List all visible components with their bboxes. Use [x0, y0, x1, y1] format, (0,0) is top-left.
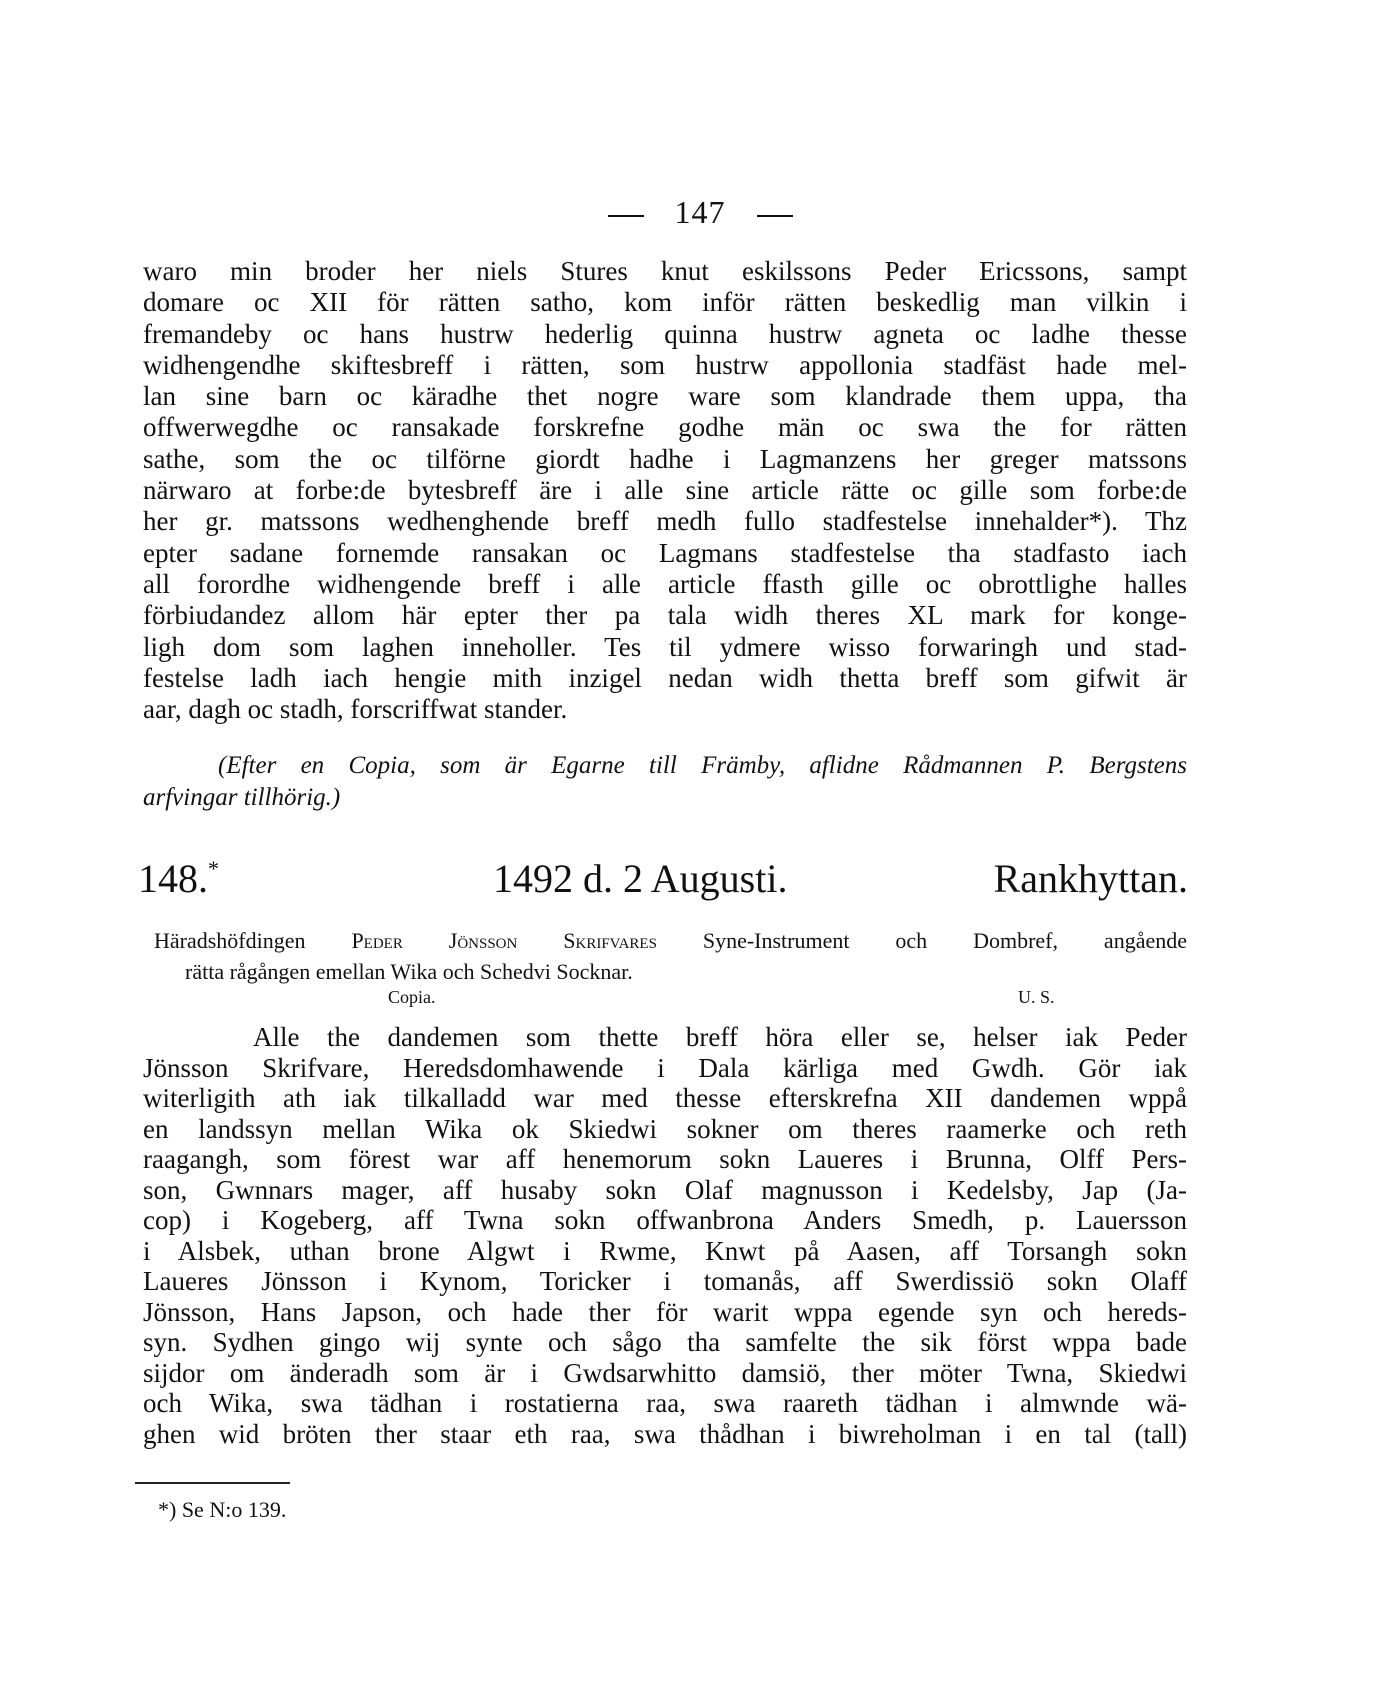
- summary-line: [154, 925, 1187, 956]
- text-line: förbiudandez allom här epter ther pa tala widh theres XL mark for konge-: [143, 600, 1187, 631]
- text-line: epter sadane fornemde ransakan oc Lagmans stadfestelse tha stadfasto iach: [143, 537, 1187, 568]
- us-label: U. S.: [1018, 987, 1055, 1007]
- entry-number: [138, 855, 219, 902]
- text-line: Alle the dandemen som thette breff höra eller se, helser iak Peder: [253, 1022, 1187, 1052]
- copia-row: [388, 987, 1088, 1008]
- text-line: sathe, som the oc tilförne giordt hadhe i Lagmanzens her greger matssons: [143, 443, 1187, 474]
- entry-heading: [138, 855, 1188, 905]
- summary-line: rätta rågången emellan Wika och Schedvi Socknar.: [185, 959, 633, 984]
- source-note-line: (Efter en Copia, som är Egarne till Främby, aflidne Rådmannen P. Bergstens: [218, 752, 1187, 779]
- header-dash-right: [757, 215, 793, 217]
- page-header: [0, 194, 1400, 231]
- entry-body: [143, 1022, 1187, 1449]
- entry-star: *: [208, 856, 219, 881]
- copia-label: Copia.: [388, 987, 436, 1007]
- text-line: i Alsbek, uthan brone Algwt i Rwme, Knwt på Aasen, aff Torsangh sokn: [143, 1235, 1187, 1266]
- footnote: *) Se N:o 139.: [158, 1497, 287, 1522]
- text-line: her gr. matssons wedhenghende breff medh fullo stadfestelse innehalder*). Thz: [143, 506, 1187, 537]
- text-line: aar, dagh oc stadh, forscriffwat stander.: [143, 694, 568, 725]
- source-note: [143, 750, 1187, 814]
- text-line: Laueres Jönsson i Kynom, Toricker i tomanås, aff Swerdissiö sokn Olaff: [143, 1266, 1187, 1296]
- text-line: widhengendhe skiftesbreff i rätten, som hustrw appollonia stadfäst hade mel-: [143, 349, 1187, 380]
- text-line: och Wika, swa tädhan i rostatierna raa, swa raareth tädhan i almwnde wä-: [143, 1388, 1187, 1418]
- text-line: cop) i Kogeberg, aff Twna sokn offwanbrona Anders Smedh, p. Lauersson: [143, 1205, 1187, 1235]
- header-dash-left: [608, 215, 644, 217]
- text-line: Jönsson, Hans Japson, och hade ther för warit wppa egende syn och hereds-: [143, 1296, 1187, 1327]
- text-line: lan sine barn oc käradhe thet nogre ware som klandrade them uppa, tha: [143, 381, 1187, 412]
- text-line: ligh dom som laghen inneholler. Tes til ydmere wisso forwaringh und stad-: [143, 631, 1187, 662]
- text-line: sijdor om änderadh som är i Gwdsarwhitto damsiö, ther möter Twna, Skiedwi: [143, 1357, 1187, 1388]
- entry-place: Rankhyttan.: [993, 856, 1188, 901]
- text-line: ghen wid bröten ther staar eth raa, swa thådhan i biwreholman i en tal (tall): [143, 1418, 1187, 1449]
- page-number: 147: [674, 194, 726, 230]
- text-line: en landssyn mellan Wika ok Skiedwi sokner om theres raamerke och reth: [143, 1113, 1187, 1144]
- entry-summary: [154, 925, 1187, 987]
- entry-number-text: 148.: [138, 856, 208, 901]
- summary-prefix: Häradshöfdingen: [154, 928, 306, 953]
- text-line: waro min broder her niels Stures knut eskilssons Peder Ericssons, sampt: [143, 256, 1187, 286]
- continuation-paragraph: [143, 256, 1187, 725]
- entry-date: 1492 d. 2 Augusti.: [493, 856, 788, 901]
- summary-name: Peder Jönsson Skrifvares: [351, 928, 657, 953]
- summary-rest: Syne-Instrument och Dombref, angående: [702, 928, 1187, 953]
- text-line: raagangh, som förest war aff henemorum sokn Laueres i Brunna, Olff Pers-: [143, 1144, 1187, 1174]
- text-line: festelse ladh iach hengie mith inzigel nedan widh thetta breff som gifwit är: [143, 662, 1187, 693]
- text-line: witerligith ath iak tilkalladd war med thesse efterskrefna XII dandemen wppå: [143, 1083, 1187, 1113]
- text-line: syn. Sydhen gingo wij synte och sågo tha samfelte the sik först wppa bade: [143, 1327, 1187, 1357]
- text-line: Jönsson Skrifvare, Heredsdomhawende i Dala kärliga med Gwdh. Gör iak: [143, 1052, 1187, 1083]
- text-line: son, Gwnnars mager, aff husaby sokn Olaf magnusson i Kedelsby, Jap (Ja-: [143, 1174, 1187, 1205]
- text-line: offwerwegdhe oc ransakade forskrefne godhe män oc swa the for rätten: [143, 412, 1187, 443]
- text-line: domare oc XII för rätten satho, kom inför rätten beskedlig man vilkin i: [143, 287, 1187, 318]
- text-line: fremandeby oc hans hustrw hederlig quinna hustrw agneta oc ladhe thesse: [143, 318, 1187, 349]
- source-note-line: arfvingar tillhörig.): [143, 784, 341, 811]
- text-line: all forordhe widhengende breff i alle article ffasth gille oc obrottlighe halles: [143, 568, 1187, 599]
- footnote-divider: [135, 1482, 290, 1484]
- text-line: närwaro at forbe:de bytesbreff äre i alle sine article rätte oc gille som forbe:de: [143, 475, 1187, 506]
